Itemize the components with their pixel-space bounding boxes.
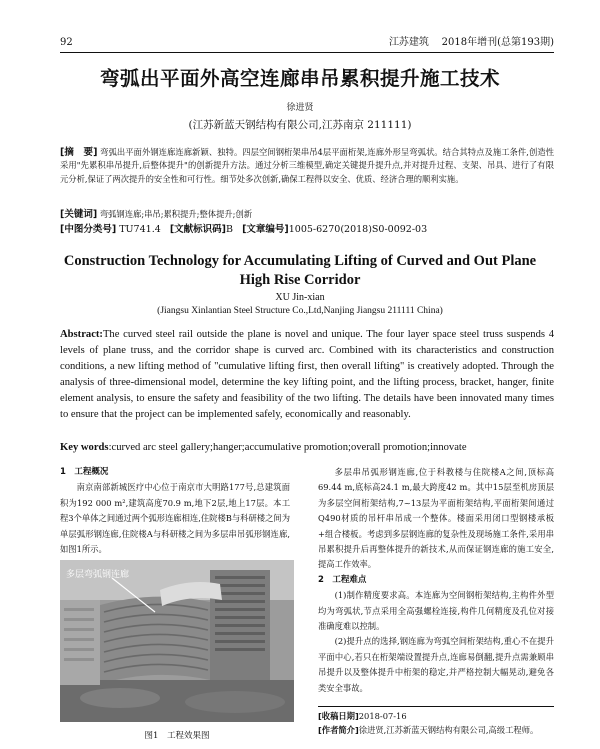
classification-line [60, 223, 554, 236]
keywords-cn-text: 弯弧钢连廊;串吊;累积提升;整体提升;创新 [99, 209, 253, 219]
abstract-cn-label: [摘 要] [60, 147, 98, 158]
running-header [60, 36, 554, 53]
article-no-value: 1005-6270(2018)S0-0092-03 [288, 224, 428, 235]
keywords-en-text: :curved arc steel gallery;hanger;accumulative promotion;overall promotion;innovate [108, 442, 467, 453]
paper-title-cn: 弯弧出平面外高空连廊串吊累积提升施工技术 [99, 67, 500, 90]
author-bio-value: 徐进贤,江苏新蓝天钢结构有限公司,高级工程师。 [358, 725, 539, 735]
issue-info: 2018年增刊(总第193期) [441, 37, 554, 48]
section-heading-overview: 1 工程概况 [60, 467, 109, 477]
body-column-left [60, 465, 290, 557]
building-rendering-illustration [60, 560, 294, 722]
author-cn: 徐进贤 [286, 103, 314, 113]
author-bio-label: [作者简介] [318, 725, 359, 735]
difficulty-paragraph-2: (2)提升点的选择,钢连廊为弯弧空间桁架结构,重心不在提升平面中心,若只在桁架端设置提升点,连廊易倒翻,提升点需兼顾串吊提升以及整体提升中桁架的稳定,并严格控制大幅晃动,避免各类安全事故。 [318, 636, 554, 693]
affiliation-cn: (江苏新蓝天钢结构有限公司,江苏南京 211111) [188, 119, 412, 131]
overview-paragraph-2: 多层串吊弧形钢连廊,位于科教楼与住院楼A之间,顶标高69.44 m,底标高24.1 m,最大跨度42 m。其中15层至机房顶层为多层空间桁架结构,7~13层为平面桁架结构,平面桁架间通过Q490材质的吊杆串吊成一个整体。楼面采用闭口型钢楼承板+组合楼板。考虑到多层钢连廊的复杂性及现场施工条件,采用串吊累积提升后再整体提升的新技术,从而保证钢连廊的施工安全,提高工作效率。 [318, 467, 554, 570]
article-footnote [318, 706, 554, 737]
journal-issue [389, 36, 554, 50]
page-number: 92 [60, 37, 73, 48]
keywords-en [60, 440, 554, 455]
overview-paragraph-1: 南京南部新城医疗中心位于南京市大明路177号,总建筑面积为192 000 m²,建筑高度70.9 m,地下2层,地上17层。本工程3个单体之间通过两个弧形连廊相连,住院楼B与科研楼之间为单层弧形钢连廊,住院楼A与科研楼之间为多层串吊弧形钢连廊,如图1所示。 [60, 482, 290, 555]
abstract-en-label: Abstract: [60, 329, 103, 340]
figure-caption: 图1 工程效果图 [144, 731, 210, 741]
abstract-en [60, 327, 554, 422]
abstract-cn [60, 146, 554, 186]
section-heading-difficulties: 2 工程难点 [318, 574, 367, 585]
clc-value: TU741.4 [119, 224, 161, 235]
author-bio-line [318, 723, 554, 737]
author-en: XU Jin-xian [275, 292, 325, 303]
doc-code-label: [文献标识码] [169, 224, 227, 235]
difficulty-paragraph-1: (1)制作精度要求高。本连廊为空间钢桁架结构,主构件外型均为弯弧状,节点采用全高强螺栓连接,构件几何精度及孔位对接准确度难以控制。 [318, 590, 554, 632]
figure-overlay-label: 多层弯弧钢连廊 [66, 570, 130, 580]
clc-label: [中图分类号] [60, 224, 117, 235]
received-value: 2018-07-16 [358, 711, 407, 721]
journal-name: 江苏建筑 [388, 37, 429, 48]
keywords-cn-label: [关键词] [60, 209, 98, 220]
received-label: [收稿日期] [318, 711, 359, 721]
keywords-en-label: Key words [60, 442, 109, 453]
paper-title-en: Construction Technology for Accumulating Lifting of Curved and Out Plane High Rise Corridor [63, 253, 537, 288]
keywords-cn [60, 208, 554, 221]
received-date-line [318, 709, 554, 723]
abstract-en-text: The curved steel rail outside the plane is novel and unique. The four layer space steel truss suspends 4 levels of plane truss, and the corridor shape is curved arc. Combined with its characteristics and construction conditions, a new lifting method of "cumulative lifting first, then overall lifting" is creatively adopted. Through the analysis of three-dimensional model, determine the key lifting point, and the lifting process, bracket, hanger, finite element analysis, to ensure the safety and feasibility of the two lifting. The details have been innovated many times to ensure that the project can be implemented safely, economically and reasonably. [60, 329, 554, 420]
project-rendering-figure [60, 560, 294, 722]
body-column-right [318, 465, 554, 696]
abstract-cn-text: 弯弧出平面外钢连廊连廊新颖、独特。四层空间钢桁架串吊4层平面桁架,连廊外形呈弯弧状。结合其特点及施工条件,创造性采用"先累积串吊提升,后整体提升"的创新提升方法。通过分析三维模型,确定关键提升提升点,并对提升过程、支架、吊具、进行了有限元分析,保证了两次提升的安全性和可行性。细节处多次创新,确保工程得以安全、优质、经济合理的顺利实施。 [60, 147, 555, 184]
article-no-label: [文章编号] [242, 224, 289, 235]
affiliation-en: (Jiangsu Xinlantian Steel Structure Co.,Ltd,Nanjing Jiangsu 211111 China) [157, 306, 443, 316]
doc-code-value: B [226, 224, 233, 235]
